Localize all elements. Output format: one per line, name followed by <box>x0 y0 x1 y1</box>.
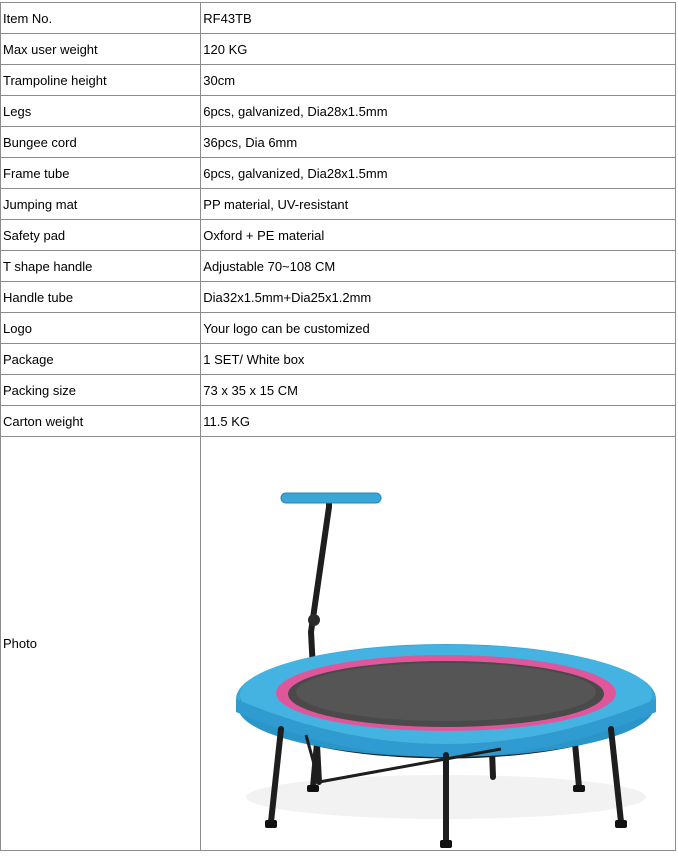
row-label: Packing size <box>1 375 201 406</box>
row-label: Trampoline height <box>1 65 201 96</box>
table-row <box>1 220 676 251</box>
row-label: Legs <box>1 96 201 127</box>
photo-label: Photo <box>1 437 201 851</box>
foot <box>615 820 627 828</box>
row-value: 120 KG <box>201 34 676 65</box>
mat-highlight <box>296 663 596 721</box>
row-label: Package <box>1 344 201 375</box>
row-value: 73 x 35 x 15 CM <box>201 375 676 406</box>
table-row <box>1 375 676 406</box>
row-label: Logo <box>1 313 201 344</box>
table-row <box>1 406 676 437</box>
row-label: Safety pad <box>1 220 201 251</box>
row-value: Adjustable 70~108 CM <box>201 251 676 282</box>
trampoline-illustration <box>201 437 671 850</box>
table-row <box>1 34 676 65</box>
row-label: Frame tube <box>1 158 201 189</box>
table-row <box>1 158 676 189</box>
table-row <box>1 282 676 313</box>
photo-cell <box>201 437 676 851</box>
row-label: Handle tube <box>1 282 201 313</box>
row-value: 1 SET/ White box <box>201 344 676 375</box>
row-value: 36pcs, Dia 6mm <box>201 127 676 158</box>
table-row <box>1 251 676 282</box>
handle-pole <box>311 507 329 632</box>
row-value: 11.5 KG <box>201 406 676 437</box>
foot <box>307 785 319 792</box>
photo-row <box>1 437 676 851</box>
row-value: RF43TB <box>201 3 676 34</box>
row-value: Oxford + PE material <box>201 220 676 251</box>
spec-table <box>0 2 676 851</box>
adjust-knob <box>308 614 320 626</box>
table-row <box>1 313 676 344</box>
foot <box>573 785 585 792</box>
table-row <box>1 189 676 220</box>
table-row <box>1 127 676 158</box>
table-row <box>1 3 676 34</box>
table-row <box>1 65 676 96</box>
table-row <box>1 344 676 375</box>
row-label: Max user weight <box>1 34 201 65</box>
row-label: T shape handle <box>1 251 201 282</box>
row-label: Jumping mat <box>1 189 201 220</box>
row-label: Item No. <box>1 3 201 34</box>
row-value: 6pcs, galvanized, Dia28x1.5mm <box>201 96 676 127</box>
row-value: Dia32x1.5mm+Dia25x1.2mm <box>201 282 676 313</box>
trampoline-photo <box>201 437 671 850</box>
foot <box>440 840 452 848</box>
foot <box>265 820 277 828</box>
row-value: PP material, UV-resistant <box>201 189 676 220</box>
row-value: 6pcs, galvanized, Dia28x1.5mm <box>201 158 676 189</box>
handle-grip <box>281 493 381 503</box>
row-label: Bungee cord <box>1 127 201 158</box>
row-value: 30cm <box>201 65 676 96</box>
table-row <box>1 96 676 127</box>
row-value: Your logo can be customized <box>201 313 676 344</box>
row-label: Carton weight <box>1 406 201 437</box>
